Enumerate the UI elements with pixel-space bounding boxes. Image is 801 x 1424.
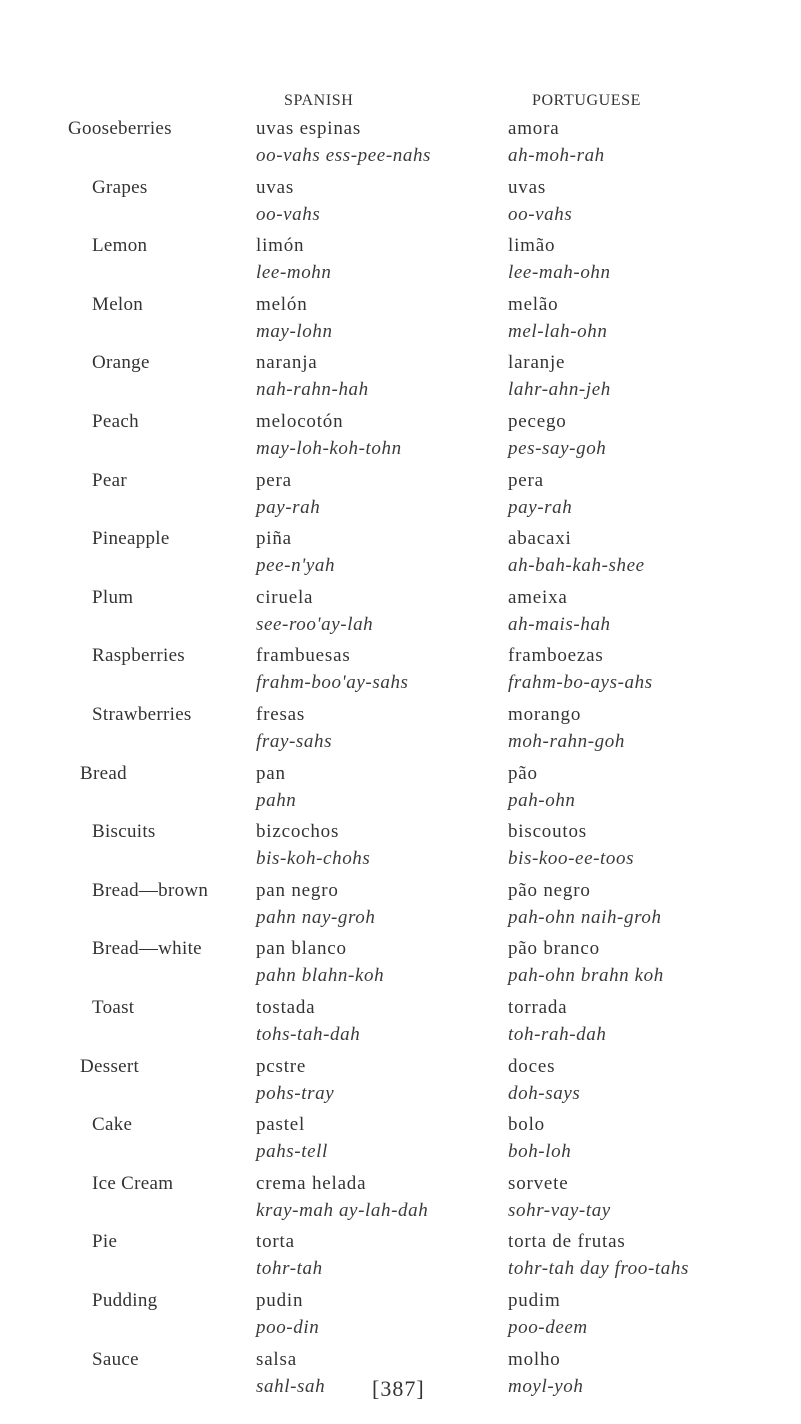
vocabulary-entry — [0, 235, 801, 293]
spanish-pronunciation: tohr-tah — [256, 1258, 323, 1280]
portuguese-pronunciation: mel-lah-ohn — [508, 320, 608, 342]
spanish-term: bizcochos — [256, 821, 340, 843]
english-term: Bread — [80, 762, 127, 784]
spanish-column-heading: SPANISH — [284, 92, 354, 109]
portuguese-column-heading: PORTUGUESE — [532, 92, 642, 109]
spanish-pronunciation: pee-n'yah — [256, 555, 336, 577]
spanish-pronunciation: nah-rahn-hah — [256, 379, 369, 401]
portuguese-pronunciation: lee-mah-ohn — [508, 262, 611, 284]
portuguese-pronunciation: pah-ohn naih-groh — [508, 906, 662, 928]
vocabulary-entry — [0, 821, 801, 879]
vocabulary-entry — [0, 411, 801, 469]
portuguese-pronunciation: bis-koo-ee-toos — [508, 848, 635, 870]
vocabulary-entry — [0, 938, 801, 996]
english-term: Raspberries — [92, 645, 185, 667]
vocabulary-entry — [0, 645, 801, 703]
portuguese-term: limão — [508, 235, 556, 257]
english-term: Sauce — [92, 1348, 139, 1370]
spanish-term: uvas — [256, 176, 295, 198]
spanish-pronunciation: fray-sahs — [256, 731, 333, 752]
page-number: [387] — [372, 1376, 425, 1401]
spanish-pronunciation: may-lohn — [256, 320, 333, 342]
portuguese-pronunciation: pes-say-goh — [508, 438, 607, 459]
portuguese-term: pão — [508, 762, 538, 784]
portuguese-pronunciation: ah-moh-rah — [508, 145, 605, 166]
portuguese-term: framboezas — [508, 645, 604, 667]
portuguese-pronunciation: doh-says — [508, 1082, 581, 1104]
portuguese-pronunciation: pah-ohn brahn koh — [508, 965, 664, 987]
portuguese-term: doces — [508, 1055, 556, 1077]
english-term: Gooseberries — [68, 118, 172, 139]
portuguese-term: amora — [508, 118, 560, 139]
portuguese-term: pudim — [508, 1290, 561, 1311]
portuguese-term: pão negro — [508, 879, 591, 901]
spanish-term: torta — [256, 1231, 295, 1253]
spanish-pronunciation: pahs-tell — [256, 1141, 328, 1163]
portuguese-term: torta de frutas — [508, 1231, 626, 1253]
portuguese-pronunciation: moyl-yoh — [508, 1375, 584, 1397]
spanish-term: pudin — [256, 1290, 304, 1311]
vocabulary-entry — [0, 880, 801, 938]
spanish-term: pera — [256, 469, 292, 491]
english-term: Peach — [92, 411, 139, 432]
portuguese-term: abacaxi — [508, 528, 572, 550]
spanish-term: salsa — [256, 1348, 297, 1370]
portuguese-pronunciation: ah-bah-kah-shee — [508, 555, 645, 577]
portuguese-term: biscoutos — [508, 821, 587, 843]
portuguese-pronunciation: sohr-vay-tay — [508, 1199, 611, 1221]
vocabulary-entry — [0, 763, 801, 821]
spanish-term: crema helada — [256, 1172, 367, 1194]
vocabulary-entry — [0, 294, 801, 352]
spanish-pronunciation: pohs-tray — [256, 1082, 335, 1104]
english-term: Pineapple — [92, 528, 170, 550]
portuguese-term: uvas — [508, 176, 547, 198]
portuguese-pronunciation: boh-loh — [508, 1141, 572, 1163]
portuguese-pronunciation: toh-rah-dah — [508, 1024, 607, 1045]
english-term: Ice Cream — [92, 1172, 174, 1194]
spanish-term: tostada — [256, 997, 316, 1018]
english-term: Pear — [92, 469, 127, 491]
english-term: Biscuits — [92, 821, 156, 843]
english-term: Melon — [92, 293, 144, 315]
portuguese-term: molho — [508, 1348, 561, 1370]
spanish-term: melón — [256, 293, 308, 315]
spanish-pronunciation: frahm-boo'ay-sahs — [256, 672, 409, 694]
spanish-term: melocotón — [256, 411, 344, 432]
portuguese-term: pão branco — [508, 938, 600, 960]
vocabulary-entry — [0, 587, 801, 645]
english-term: Lemon — [92, 235, 148, 257]
portuguese-pronunciation: frahm-bo-ays-ahs — [508, 672, 653, 694]
spanish-pronunciation: pahn nay-groh — [256, 906, 376, 928]
portuguese-pronunciation: pay-rah — [508, 496, 573, 518]
english-term: Dessert — [80, 1055, 140, 1077]
spanish-pronunciation: may-loh-koh-tohn — [256, 438, 402, 459]
spanish-term: limón — [256, 235, 305, 257]
portuguese-pronunciation: lahr-ahn-jeh — [508, 379, 611, 401]
spanish-term: uvas espinas — [256, 118, 362, 139]
vocabulary-entry — [0, 470, 801, 528]
vocabulary-entry — [0, 352, 801, 410]
spanish-pronunciation: pahn blahn-koh — [256, 965, 385, 987]
spanish-pronunciation: lee-mohn — [256, 262, 332, 284]
english-term: Toast — [92, 997, 135, 1018]
portuguese-term: ameixa — [508, 586, 568, 608]
spanish-pronunciation: poo-din — [256, 1317, 320, 1338]
spanish-term: pan — [256, 762, 286, 784]
spanish-pronunciation: oo-vahs ess-pee-nahs — [256, 145, 432, 166]
spanish-term: ciruela — [256, 586, 314, 608]
spanish-term: fresas — [256, 704, 306, 725]
portuguese-pronunciation: pah-ohn — [508, 789, 576, 811]
portuguese-pronunciation: ah-mais-hah — [508, 613, 611, 635]
spanish-pronunciation: pahn — [256, 789, 297, 811]
spanish-term: piña — [256, 528, 292, 550]
spanish-pronunciation: pay-rah — [256, 496, 321, 518]
vocabulary-entry — [0, 1056, 801, 1114]
spanish-pronunciation: kray-mah ay-lah-dah — [256, 1199, 429, 1221]
spanish-term: pan blanco — [256, 938, 347, 960]
spanish-pronunciation: see-roo'ay-lah — [256, 613, 374, 635]
vocabulary-entry — [0, 528, 801, 586]
spanish-term: frambuesas — [256, 645, 351, 667]
vocabulary-entry — [0, 997, 801, 1055]
english-term: Pudding — [92, 1290, 158, 1311]
vocabulary-entry — [0, 1173, 801, 1231]
spanish-term: pastel — [256, 1114, 306, 1136]
portuguese-term: melão — [508, 293, 559, 315]
portuguese-term: pera — [508, 469, 544, 491]
portuguese-pronunciation: moh-rahn-goh — [508, 731, 625, 752]
english-term: Pie — [92, 1231, 118, 1253]
portuguese-term: morango — [508, 704, 582, 725]
vocabulary-entry — [0, 177, 801, 235]
vocabulary-entry — [0, 118, 801, 176]
portuguese-pronunciation: poo-deem — [508, 1317, 588, 1338]
spanish-pronunciation: bis-koh-chohs — [256, 848, 371, 870]
portuguese-term: sorvete — [508, 1172, 569, 1194]
english-term: Bread—brown — [92, 879, 209, 901]
english-term: Plum — [92, 586, 134, 608]
portuguese-term: bolo — [508, 1114, 545, 1136]
vocabulary-entry — [0, 1114, 801, 1172]
portuguese-pronunciation: tohr-tah day froo-tahs — [508, 1258, 689, 1280]
vocabulary-entry — [0, 704, 801, 762]
portuguese-pronunciation: oo-vahs — [508, 203, 573, 225]
english-term: Strawberries — [92, 704, 192, 725]
english-term: Cake — [92, 1114, 133, 1136]
spanish-term: naranja — [256, 352, 318, 374]
portuguese-term: pecego — [508, 411, 567, 432]
english-term: Grapes — [92, 176, 148, 198]
english-term: Orange — [92, 352, 150, 374]
vocabulary-entry — [0, 1290, 801, 1348]
spanish-term: pcstre — [256, 1055, 307, 1077]
portuguese-term: laranje — [508, 352, 566, 374]
vocabulary-entry — [0, 1231, 801, 1289]
portuguese-term: torrada — [508, 997, 568, 1018]
spanish-term: pan negro — [256, 879, 339, 901]
spanish-pronunciation: oo-vahs — [256, 203, 321, 225]
spanish-pronunciation: tohs-tah-dah — [256, 1024, 361, 1045]
spanish-pronunciation: sahl-sah — [256, 1375, 326, 1397]
english-term: Bread—white — [92, 938, 202, 960]
